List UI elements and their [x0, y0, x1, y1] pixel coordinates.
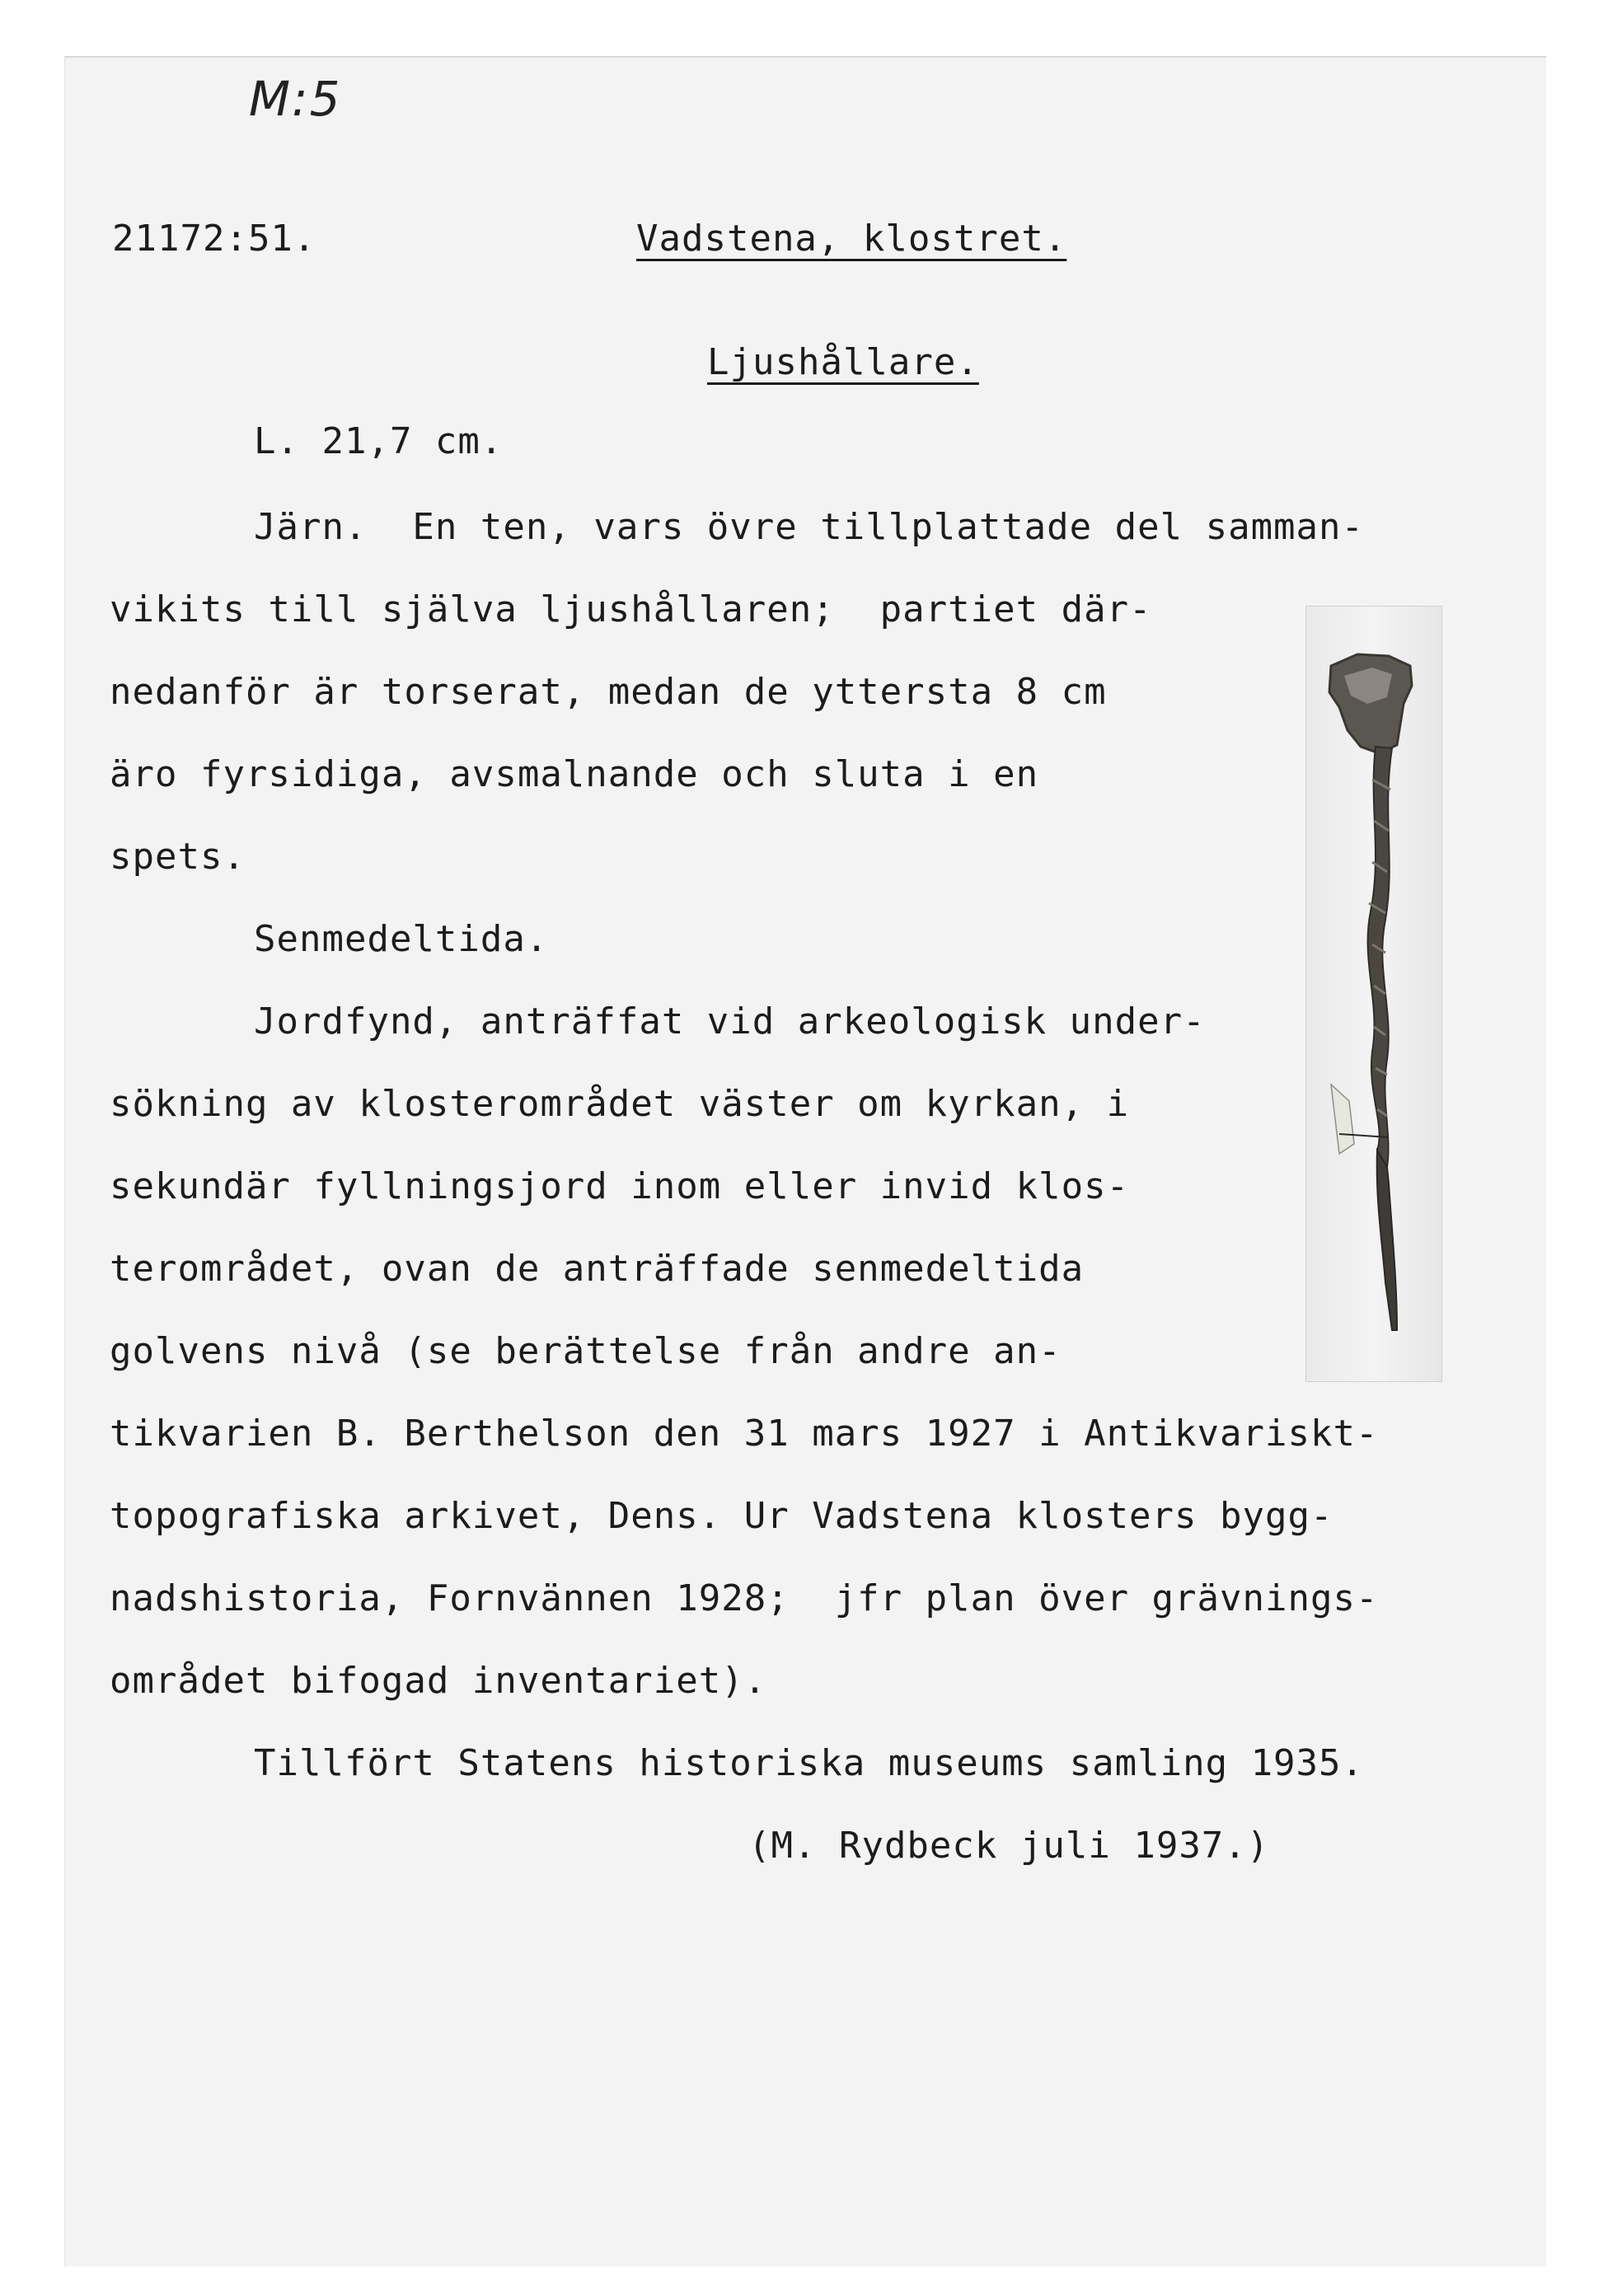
body-line: terområdet, ovan de anträffade senmedeltida: [110, 1248, 1085, 1290]
handwritten-mark: M:5: [249, 71, 342, 127]
location-heading: Vadstena, klostret.: [636, 218, 1067, 260]
body-line: nadshistoria, Fornvännen 1928; jfr plan över grävnings-: [110, 1577, 1379, 1619]
inventory-number: 21172:51.: [112, 218, 316, 260]
body-line: Senmedeltida.: [254, 918, 549, 960]
iron-candle-holder-photo: [1305, 606, 1442, 1382]
body-line: området bifogad inventariet).: [110, 1660, 767, 1702]
body-line: Järn. En ten, vars övre tillplattade del samman-: [254, 506, 1365, 548]
body-line: L. 21,7 cm.: [254, 420, 504, 462]
candle-holder-image: [1306, 607, 1441, 1381]
body-line: Jordfynd, anträffat vid arkeologisk under-: [254, 1000, 1206, 1043]
body-line: topografiska arkivet, Dens. Ur Vadstena klosters bygg-: [110, 1495, 1333, 1537]
body-line: sekundär fyllningsjord inom eller invid klos-: [110, 1165, 1130, 1207]
body-line: golvens nivå (se berättelse från andre an-: [110, 1330, 1062, 1372]
object-name-heading: Ljushållare.: [707, 341, 979, 383]
signature-line: (M. Rydbeck juli 1937.): [748, 1825, 1270, 1867]
body-line: spets.: [110, 836, 246, 878]
body-line: tikvarien B. Berthelson den 31 mars 1927 i Antikvariskt-: [110, 1413, 1379, 1455]
body-line: nedanför är torserat, medan de yttersta 8 cm: [110, 671, 1107, 713]
body-line: Tillfört Statens historiska museums samling 1935.: [254, 1742, 1365, 1784]
body-line: vikits till själva ljushållaren; partiet där-: [110, 588, 1152, 630]
body-line: sökning av klosterområdet väster om kyrkan, i: [110, 1083, 1130, 1125]
body-line: äro fyrsidiga, avsmalnande och sluta i en: [110, 753, 1039, 795]
